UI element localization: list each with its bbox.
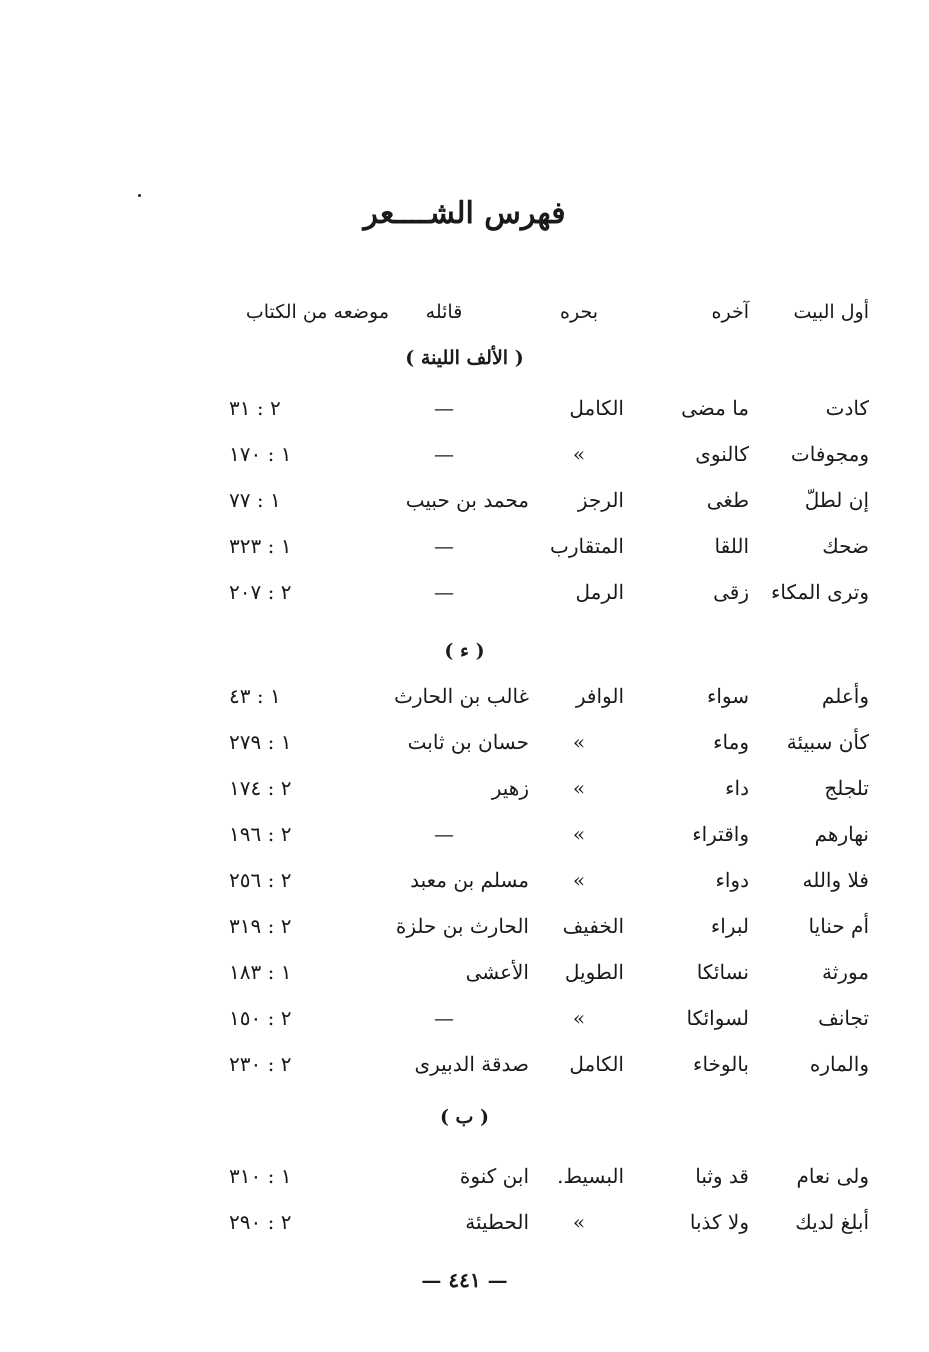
location: ٢ : ٢٠٧ bbox=[229, 580, 292, 604]
table-row bbox=[0, 434, 929, 474]
poet: حسان بن ثابت bbox=[407, 730, 529, 754]
last-word: نسائكا bbox=[696, 960, 749, 984]
location: ٢ : ٣١ bbox=[229, 396, 281, 420]
last-word: زقى bbox=[713, 580, 749, 604]
table-row bbox=[0, 952, 929, 992]
first-verse: وترى المكاء bbox=[770, 580, 869, 604]
table-row bbox=[0, 814, 929, 854]
table-row bbox=[0, 906, 929, 946]
table-row bbox=[0, 1044, 929, 1084]
poet: محمد بن حبيب bbox=[405, 488, 529, 512]
table-row bbox=[0, 676, 929, 716]
section-heading: ( الألف اللينة ) bbox=[405, 347, 524, 369]
last-word: لبراء bbox=[710, 914, 749, 938]
table-row bbox=[0, 860, 929, 900]
first-verse: ومجوفات bbox=[790, 442, 869, 466]
last-word: بالوخاء bbox=[693, 1052, 749, 1076]
first-verse: والماره bbox=[809, 1052, 869, 1076]
poet: — bbox=[434, 534, 454, 558]
meter: الطويل bbox=[564, 960, 624, 984]
poet: غالب بن الحارث bbox=[394, 684, 529, 708]
poet: ابن كنوة bbox=[459, 1164, 529, 1188]
last-word: كالنوى bbox=[695, 442, 749, 466]
last-word: اللقا bbox=[714, 534, 749, 558]
section-heading: ( ب ) bbox=[439, 1106, 490, 1128]
first-verse: مورثة bbox=[822, 960, 869, 984]
location: ١ : ٢٧٩ bbox=[229, 730, 292, 754]
meter: » bbox=[572, 822, 586, 846]
poet: — bbox=[434, 442, 454, 466]
last-word: قد وثبا bbox=[695, 1164, 749, 1188]
poet: مسلم بن معبد bbox=[410, 868, 529, 892]
location: ٢ : ٢٥٦ bbox=[229, 868, 292, 892]
location: ١ : ١٧٠ bbox=[229, 442, 292, 466]
meter: » bbox=[572, 1006, 586, 1030]
meter: الرجز bbox=[577, 488, 624, 512]
meter: » bbox=[572, 442, 586, 466]
location: ١ : ٣٢٣ bbox=[229, 534, 292, 558]
meter: المتقارب bbox=[550, 534, 624, 558]
meter: الخفيف bbox=[562, 914, 624, 938]
table-row bbox=[0, 768, 929, 808]
first-verse: إن لطلّ bbox=[804, 488, 869, 512]
location: ٢ : ٢٣٠ bbox=[229, 1052, 292, 1076]
last-word: سواء bbox=[706, 684, 749, 708]
location: ٢ : ١٩٦ bbox=[229, 822, 292, 846]
first-verse: أم حنايا bbox=[808, 914, 869, 938]
meter: » bbox=[572, 868, 586, 892]
meter: » bbox=[572, 1210, 586, 1234]
last-word: وماء bbox=[713, 730, 749, 754]
section-heading: ( ء ) bbox=[444, 640, 485, 662]
meter: » bbox=[572, 776, 586, 800]
poet: — bbox=[434, 1006, 454, 1030]
poet: الحارث بن حلزة bbox=[395, 914, 529, 938]
poet: الأعشى bbox=[465, 960, 529, 984]
meter: الرمل bbox=[575, 580, 624, 604]
first-verse: نهارهم bbox=[814, 822, 869, 846]
meter: الكامل bbox=[569, 1052, 624, 1076]
location: ٢ : ١٥٠ bbox=[229, 1006, 292, 1030]
table-row bbox=[0, 388, 929, 428]
table-row bbox=[0, 572, 929, 612]
first-verse: فلا والله bbox=[802, 868, 869, 892]
poet: الحطيئة bbox=[465, 1210, 529, 1234]
first-verse: كادت bbox=[825, 396, 869, 420]
header-location: موضعه من الكتاب bbox=[245, 301, 389, 323]
page-number: — ٤٤١ — bbox=[421, 1268, 508, 1292]
header-last-word: آخره bbox=[711, 301, 749, 323]
first-verse: وأعلم bbox=[821, 684, 869, 708]
table-row bbox=[0, 526, 929, 566]
table-row bbox=[0, 998, 929, 1038]
poet: زهير bbox=[491, 776, 529, 800]
first-verse: ولى نعام bbox=[796, 1164, 869, 1188]
table-row bbox=[0, 1156, 929, 1196]
poet: صدقة الدبيرى bbox=[414, 1052, 529, 1076]
last-word: لسوائكا bbox=[686, 1006, 749, 1030]
page-title: فهرس الشــــعر bbox=[363, 196, 566, 231]
poet: — bbox=[434, 396, 454, 420]
table-row bbox=[0, 1202, 929, 1242]
poet: — bbox=[434, 822, 454, 846]
meter: » bbox=[572, 730, 586, 754]
meter: البسيط. bbox=[557, 1164, 624, 1188]
location: ٢ : ١٧٤ bbox=[229, 776, 292, 800]
last-word: واقتراء bbox=[692, 822, 749, 846]
location: ١ : ٧٧ bbox=[229, 488, 281, 512]
table-row bbox=[0, 722, 929, 762]
column-header-row bbox=[0, 292, 929, 332]
first-verse: تلجلج bbox=[824, 776, 869, 800]
first-verse: أبلغ لديك bbox=[795, 1210, 869, 1234]
last-word: دواء bbox=[715, 868, 749, 892]
location: ١ : ٣١٠ bbox=[229, 1164, 292, 1188]
header-poet: قائله bbox=[425, 301, 463, 323]
poet: — bbox=[434, 580, 454, 604]
header-first-verse: أول البيت bbox=[793, 301, 869, 323]
location: ١ : ٤٣ bbox=[229, 684, 281, 708]
first-verse: كأن سبيئة bbox=[786, 730, 869, 754]
first-verse: ضحك bbox=[822, 534, 869, 558]
header-meter: بحره bbox=[560, 301, 598, 323]
location: ٢ : ٣١٩ bbox=[229, 914, 292, 938]
table-row bbox=[0, 480, 929, 520]
last-word: داء bbox=[725, 776, 749, 800]
last-word: ولا كذبا bbox=[689, 1210, 749, 1234]
first-verse: تجانف bbox=[818, 1006, 869, 1030]
meter: الكامل bbox=[569, 396, 624, 420]
last-word: ما مضى bbox=[681, 396, 749, 420]
location: ٢ : ٢٩٠ bbox=[229, 1210, 292, 1234]
last-word: طغى bbox=[706, 488, 749, 512]
meter: الوافر bbox=[575, 684, 624, 708]
location: ١ : ١٨٣ bbox=[229, 960, 292, 984]
